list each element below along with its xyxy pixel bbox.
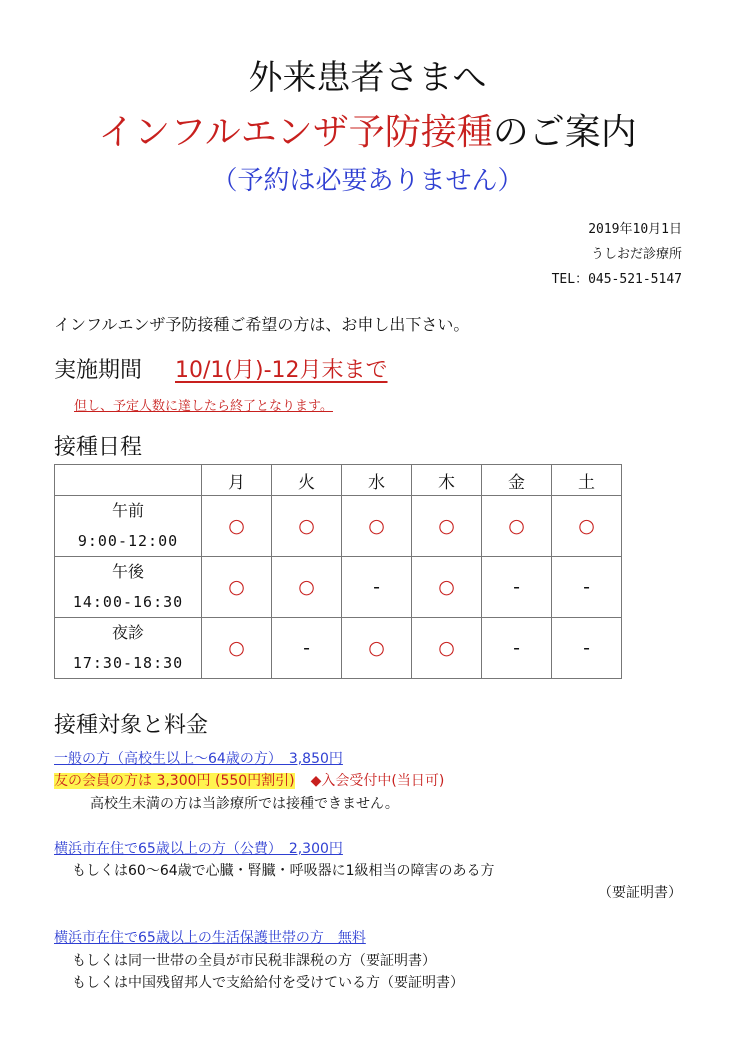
available-mark: ○	[482, 496, 552, 557]
fee-member	[54, 770, 444, 790]
clinic-phone: TEL：045-521-5147	[551, 272, 682, 287]
page-title-line2	[0, 104, 735, 155]
fee-general: 一般の方（高校生以上～64歳の方） 3,850円	[54, 751, 343, 767]
available-mark: ○	[202, 618, 272, 679]
slot-cell	[55, 496, 202, 557]
slot-time: 9:00-12:00	[77, 532, 179, 550]
day-header-sat: 土	[552, 465, 622, 496]
member-fee-highlight: 友の会員の方は 3,300円 (550円割引)	[54, 773, 295, 789]
elderly-proof-note: （要証明書）	[598, 885, 682, 901]
member-signup-note: ◆入会受付中(当日可)	[310, 773, 445, 789]
slot-cell	[55, 557, 202, 618]
schedule-corner-cell	[55, 465, 202, 496]
no-reservation-note: （予約は必要ありません）	[211, 166, 524, 196]
unavailable-mark: -	[482, 618, 552, 679]
day-header-fri: 金	[482, 465, 552, 496]
slot-cell	[55, 618, 202, 679]
intro-text: インフルエンザ予防接種ご希望の方は、お申し出下さい。	[54, 315, 470, 334]
slot-time: 17:30-18:30	[72, 654, 184, 672]
available-mark: ○	[272, 496, 342, 557]
unavailable-mark: -	[272, 618, 342, 679]
fee-welfare: 横浜市在住で65歳以上の生活保護世帯の方 無料	[54, 930, 366, 946]
available-mark: ○	[342, 496, 412, 557]
available-mark: ○	[202, 496, 272, 557]
page-title-line1: 外来患者さまへ	[248, 58, 487, 98]
schedule-table	[54, 464, 622, 679]
title-guide-text: のご案内	[492, 112, 637, 153]
slot-time: 14:00-16:30	[72, 593, 184, 611]
schedule-row-evening	[55, 618, 622, 679]
schedule-header-row	[55, 465, 622, 496]
period-label: 実施期間	[54, 358, 143, 383]
schedule-row-afternoon	[55, 557, 622, 618]
welfare-condition-2: もしくは中国残留邦人で支給給付を受けている方（要証明書）	[72, 975, 464, 991]
high-school-note: 高校生未満の方は当診療所では接種できません。	[90, 796, 399, 812]
schedule-heading: 接種日程	[54, 435, 143, 460]
available-mark: ○	[342, 618, 412, 679]
elderly-condition: もしくは60～64歳で心臓・腎臓・呼吸器に1級相当の障害のある方	[72, 863, 495, 879]
available-mark: ○	[412, 496, 482, 557]
period-value: 10/1(月)-12月末まで	[175, 358, 388, 383]
slot-name: 午前	[111, 501, 144, 520]
fee-heading: 接種対象と料金	[54, 713, 209, 738]
available-mark: ○	[202, 557, 272, 618]
available-mark: ○	[412, 557, 482, 618]
welfare-condition-1: もしくは同一世帯の全員が市民税非課税の方（要証明書）	[72, 953, 436, 969]
unavailable-mark: -	[552, 557, 622, 618]
slot-name: 午後	[111, 562, 144, 581]
day-header-tue: 火	[272, 465, 342, 496]
title-vaccine-text: インフルエンザ予防接種	[98, 112, 493, 153]
fee-elderly: 横浜市在住で65歳以上の方（公費） 2,300円	[54, 841, 343, 857]
day-header-thu: 木	[412, 465, 482, 496]
schedule-row-morning	[55, 496, 622, 557]
available-mark: ○	[552, 496, 622, 557]
period-note: 但し、予定人数に達したら終了となります。	[74, 399, 333, 414]
unavailable-mark: -	[342, 557, 412, 618]
slot-name: 夜診	[111, 623, 144, 642]
available-mark: ○	[272, 557, 342, 618]
issue-date: 2019年10月1日	[588, 222, 682, 237]
available-mark: ○	[412, 618, 482, 679]
unavailable-mark: -	[482, 557, 552, 618]
unavailable-mark: -	[552, 618, 622, 679]
day-header-wed: 水	[342, 465, 412, 496]
clinic-name: うしおだ診療所	[590, 247, 682, 262]
day-header-mon: 月	[202, 465, 272, 496]
